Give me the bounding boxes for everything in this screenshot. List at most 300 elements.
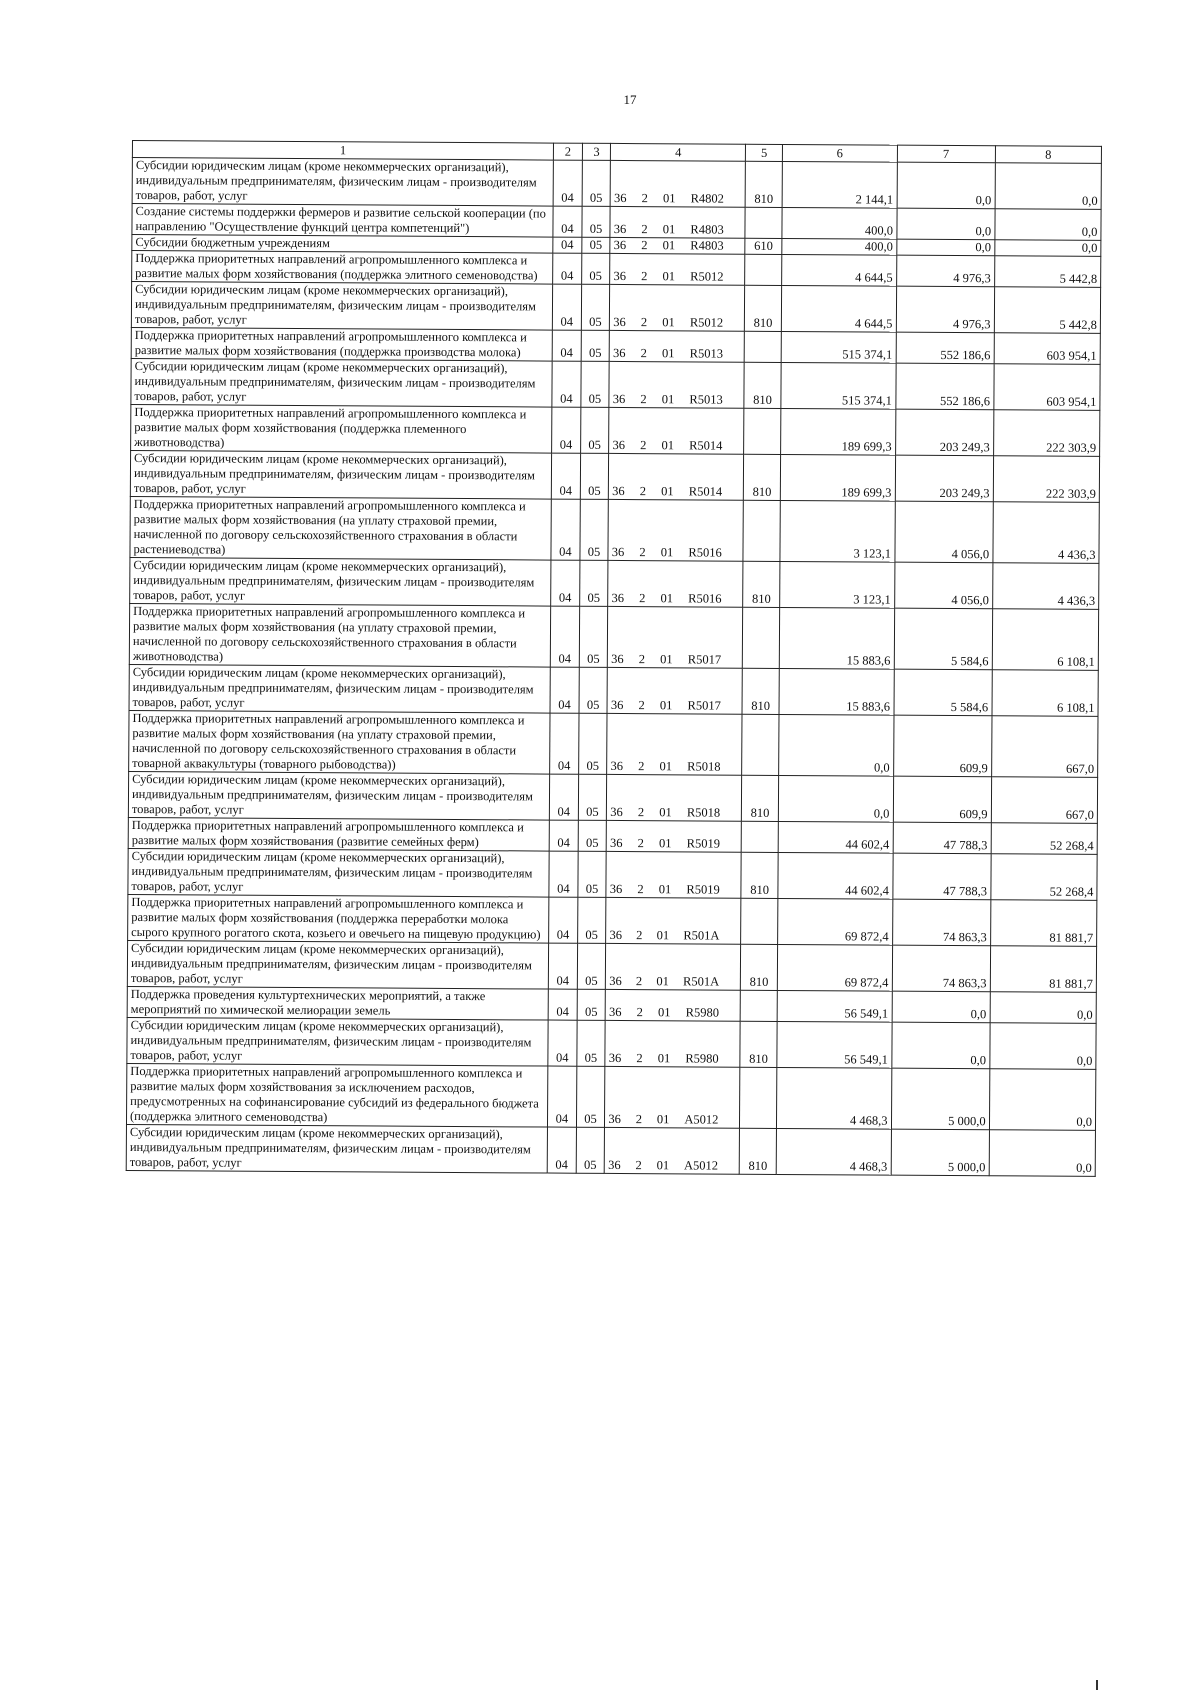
target-article-parts <box>613 315 723 331</box>
section-code: 04 <box>553 206 582 237</box>
amount-col6: 4 644,5 <box>782 254 897 286</box>
amount-col7: 552 186,6 <box>896 332 994 364</box>
amount-col7: 5 000,0 <box>891 1068 989 1130</box>
target-article-parts <box>610 805 720 821</box>
amount-col7: 74 863,3 <box>892 899 990 946</box>
row-description: Поддержка приоритетных направлений агропромышленного комплекса и развитие малых форм хозяйствования (на уплату страховой премии, начисленной по договору сельскохозяйственного страхования в области животноводства) <box>129 603 550 667</box>
target-article-part: 36 <box>608 1157 621 1173</box>
target-article-parts <box>609 1051 719 1067</box>
target-article-code <box>609 407 744 454</box>
amount-col7: 0,0 <box>896 239 994 256</box>
subsection-code: 05 <box>577 897 606 943</box>
amount-col6: 515 374,1 <box>781 331 896 363</box>
amount-col6: 3 123,1 <box>780 561 895 608</box>
subsection-code: 05 <box>576 1066 605 1127</box>
table-row <box>129 710 1098 777</box>
target-article-part: 01 <box>662 191 676 206</box>
target-article-part: R5014 <box>689 438 723 453</box>
target-article-part: 2 <box>637 836 644 851</box>
amount-col6: 44 602,4 <box>778 852 893 899</box>
target-article-code <box>609 361 744 408</box>
target-article-parts <box>612 484 722 500</box>
target-article-part: 2 <box>635 1158 642 1173</box>
target-article-code <box>608 499 743 561</box>
target-article-part: R5013 <box>689 346 724 361</box>
table-row <box>126 1063 1095 1130</box>
target-article-part: 2 <box>637 882 644 897</box>
target-article-part: 2 <box>636 928 643 943</box>
target-article-part: 36 <box>613 268 627 284</box>
section-code: 04 <box>549 851 578 897</box>
target-article-part: R4802 <box>690 191 725 206</box>
section-code: 04 <box>551 453 580 499</box>
page-number: 17 <box>623 92 637 107</box>
target-article-part: 36 <box>610 835 623 851</box>
row-description: Поддержка приоритетных направлений агропромышленного комплекса и развитие малых форм хозяйствования (поддержка переработки молока сырого крупного рогатого скота, козьего и овечьего на пищевую продукцию) <box>128 894 549 943</box>
row-description: Субсидии юридическим лицам (кроме некоммерческих организаций), индивидуальным предпринимателям, физическим лицам - производителям товаров, работ, услуг <box>127 940 548 989</box>
target-article-part: A5012 <box>684 1112 719 1127</box>
section-code: 04 <box>549 774 578 820</box>
target-article-code <box>610 237 745 254</box>
amount-col6: 0,0 <box>778 775 893 822</box>
amount-col7: 203 249,3 <box>895 409 993 456</box>
table-row <box>129 603 1098 670</box>
table-row <box>129 664 1098 716</box>
target-article-part: R4803 <box>690 238 724 253</box>
row-description: Поддержка приоритетных направлений агропромышленного комплекса и развитие малых форм хозяйствования (развитие семейных ферм) <box>128 817 549 851</box>
subsection-code: 05 <box>581 361 610 407</box>
amount-col8: 0,0 <box>989 1023 1096 1070</box>
expense-type-code: 810 <box>741 944 778 990</box>
subsection-code: 05 <box>578 774 607 820</box>
section-code: 04 <box>552 407 581 453</box>
target-article-part: 36 <box>609 927 623 943</box>
table-row <box>127 940 1096 992</box>
target-article-part: 2 <box>641 191 648 206</box>
target-article-code <box>606 851 741 898</box>
table-row <box>127 1017 1096 1069</box>
target-article-code <box>610 206 745 238</box>
target-article-code <box>606 943 741 990</box>
subsection-code: 05 <box>580 499 609 560</box>
amount-col8: 0,0 <box>995 163 1102 210</box>
target-article-part: 01 <box>656 1158 670 1173</box>
target-article-part: 2 <box>635 1112 643 1127</box>
amount-col8: 5 442,8 <box>994 256 1101 288</box>
scan-mark <box>1096 1680 1098 1690</box>
amount-col6: 0,0 <box>779 714 894 776</box>
table-row <box>131 358 1100 410</box>
expense-type-code: 810 <box>745 161 782 207</box>
table-row <box>131 404 1100 456</box>
amount-col8: 81 881,7 <box>990 900 1097 947</box>
section-code: 04 <box>548 1020 577 1066</box>
target-article-part: 2 <box>641 269 648 284</box>
target-article-parts <box>609 928 719 944</box>
column-header: 2 <box>554 143 583 160</box>
subsection-code: 05 <box>577 989 606 1020</box>
amount-col6: 400,0 <box>782 238 897 255</box>
amount-col8: 6 108,1 <box>992 609 1099 671</box>
expense-type-code: 810 <box>739 1128 776 1174</box>
target-article-part: 36 <box>611 651 624 667</box>
amount-col8: 0,0 <box>989 1069 1096 1131</box>
target-article-part: 2 <box>636 1051 643 1066</box>
target-article-part: 01 <box>656 928 670 943</box>
target-article-part: R5012 <box>690 269 724 284</box>
target-article-part: 01 <box>659 836 672 851</box>
subsection-code: 05 <box>579 606 608 667</box>
row-description: Субсидии юридическим лицам (кроме некоммерческих организаций), индивидуальным предпринимателям, физическим лицам - производителям товаров, работ, услуг <box>131 358 552 407</box>
section-code: 04 <box>552 284 581 330</box>
section-code: 04 <box>549 897 578 943</box>
amount-col7: 609,9 <box>893 776 991 823</box>
amount-col6: 4 644,5 <box>781 285 896 332</box>
section-code: 04 <box>550 667 579 713</box>
table-row <box>130 450 1099 502</box>
table-row <box>132 251 1101 288</box>
expense-type-code <box>742 714 779 775</box>
amount-col6: 4 468,3 <box>777 1067 892 1129</box>
target-article-code <box>610 284 745 331</box>
amount-col8: 52 268,4 <box>991 823 1098 855</box>
target-article-part: R5016 <box>688 545 722 560</box>
target-article-code <box>609 453 744 500</box>
target-article-part: R5013 <box>689 392 723 407</box>
target-article-part: 36 <box>610 697 624 713</box>
target-article-part: 2 <box>638 698 645 713</box>
amount-col7: 5 584,6 <box>894 669 992 716</box>
amount-col7: 4 976,3 <box>896 286 994 333</box>
target-article-part: 2 <box>636 1005 643 1020</box>
expense-type-code <box>745 207 782 238</box>
amount-col8: 667,0 <box>991 777 1098 824</box>
table-row <box>130 496 1099 563</box>
target-article-parts <box>613 392 723 408</box>
row-description: Субсидии юридическим лицам (кроме некоммерческих организаций), индивидуальным предпринимателям, физическим лицам - производителям товаров, работ, услуг <box>128 771 549 820</box>
amount-col8: 222 303,9 <box>993 410 1100 457</box>
target-article-part: 36 <box>610 804 623 820</box>
amount-col6: 515 374,1 <box>781 362 896 409</box>
target-article-code <box>610 330 745 362</box>
target-article-part: 2 <box>640 315 648 330</box>
expense-type-code <box>741 898 778 944</box>
target-article-part: 36 <box>613 314 626 330</box>
target-article-part: 01 <box>657 1005 671 1020</box>
row-description: Поддержка приоритетных направлений агропромышленного комплекса и развитие малых форм хозяйствования за исключением расходов, предусмотренных на софинансирование субсидий из федерального бюджета (поддержка элитного семеноводства) <box>126 1063 547 1127</box>
target-article-part: 01 <box>662 315 675 330</box>
target-article-code <box>610 160 745 207</box>
target-article-parts <box>612 545 722 561</box>
target-article-code <box>608 606 743 668</box>
target-article-parts <box>611 652 721 668</box>
subsection-code: 05 <box>581 284 610 330</box>
target-article-part: 36 <box>608 1050 622 1066</box>
expense-type-code: 810 <box>744 454 781 500</box>
target-article-parts <box>609 1005 719 1021</box>
table-row <box>127 986 1096 1023</box>
table-row <box>132 158 1101 210</box>
target-article-part: 01 <box>660 545 674 560</box>
target-article-part: 36 <box>610 758 624 774</box>
amount-col7: 203 249,3 <box>895 455 993 502</box>
subsection-code: 05 <box>578 713 607 774</box>
target-article-part: R5017 <box>687 652 722 667</box>
row-description: Субсидии юридическим лицам (кроме некоммерческих организаций), индивидуальным предпринимателям, физическим лицам - производителям товаров, работ, услуг <box>132 158 553 207</box>
target-article-code <box>607 774 742 821</box>
row-description: Субсидии юридическим лицам (кроме некоммерческих организаций), индивидуальным предпринимателям, физическим лицам - производителям товаров, работ, услуг <box>130 557 551 606</box>
row-description: Субсидии юридическим лицам (кроме некоммерческих организаций), индивидуальным предпринимателям, физическим лицам - производителям товаров, работ, услуг <box>129 664 550 713</box>
amount-col6: 69 872,4 <box>777 944 892 991</box>
amount-col8: 81 881,7 <box>990 946 1097 993</box>
amount-col7: 47 788,3 <box>892 853 990 900</box>
target-article-part: 01 <box>662 269 676 284</box>
row-description: Субсидии юридическим лицам (кроме некоммерческих организаций), индивидуальным предпринимателям, физическим лицам - производителям товаров, работ, услуг <box>128 848 549 897</box>
expense-type-code: 810 <box>741 852 778 898</box>
amount-col6: 15 883,6 <box>779 607 894 669</box>
expense-type-code: 810 <box>744 362 781 408</box>
target-article-part: R5016 <box>688 591 722 606</box>
subsection-code: 05 <box>582 206 611 237</box>
target-article-part: 36 <box>609 973 622 989</box>
target-article-part: R5017 <box>687 698 721 713</box>
row-description: Поддержка проведения культуртехнических мероприятий, а также мероприятий по химической мелиорации земель <box>127 986 548 1020</box>
subsection-code: 05 <box>576 1127 605 1173</box>
expense-type-code: 810 <box>742 775 779 821</box>
target-article-parts <box>608 1112 718 1128</box>
amount-col7: 4 056,0 <box>894 562 992 609</box>
amount-col8: 4 436,3 <box>993 502 1100 564</box>
section-code: 04 <box>548 1066 577 1127</box>
target-article-part: 36 <box>613 190 627 206</box>
amount-col6: 189 699,3 <box>780 454 895 501</box>
amount-col6: 400,0 <box>782 207 897 239</box>
target-article-part: 36 <box>612 391 626 407</box>
subsection-code: 05 <box>579 667 608 713</box>
subsection-code: 05 <box>580 453 609 499</box>
row-description: Субсидии юридическим лицам (кроме некоммерческих организаций), индивидуальным предпринимателям, физическим лицам - производителям товаров, работ, услуг <box>126 1124 547 1173</box>
amount-col7: 0,0 <box>896 208 994 240</box>
amount-col8: 52 268,4 <box>991 854 1098 901</box>
target-article-code <box>605 989 740 1021</box>
column-header: 6 <box>782 144 897 162</box>
column-header: 7 <box>897 145 995 163</box>
column-header: 4 <box>611 143 746 161</box>
amount-col8: 222 303,9 <box>993 456 1100 503</box>
expense-type-code: 610 <box>745 238 782 254</box>
target-article-parts <box>614 191 724 207</box>
target-article-part: 36 <box>608 1004 622 1020</box>
section-code: 04 <box>548 989 577 1020</box>
target-article-part: 36 <box>608 1111 621 1127</box>
amount-col8: 6 108,1 <box>992 670 1099 717</box>
expense-type-code <box>740 1067 777 1128</box>
target-article-parts <box>610 882 720 898</box>
section-code: 04 <box>550 713 579 774</box>
section-code: 04 <box>553 253 582 284</box>
subsection-code: 05 <box>577 943 606 989</box>
target-article-part: R5019 <box>686 836 721 851</box>
target-article-parts <box>613 269 723 285</box>
target-article-part: 01 <box>660 652 673 667</box>
amount-col7: 552 186,6 <box>895 363 993 410</box>
target-article-code <box>605 1020 740 1067</box>
subsection-code: 05 <box>582 160 611 206</box>
amount-col8: 4 436,3 <box>992 563 1099 610</box>
amount-col6: 3 123,1 <box>780 500 895 562</box>
section-code: 04 <box>553 160 582 206</box>
table-row <box>131 327 1100 364</box>
column-header: 1 <box>132 141 553 161</box>
target-article-part: 2 <box>641 238 648 253</box>
table-row <box>128 817 1097 854</box>
target-article-part: 01 <box>658 882 672 897</box>
subsection-code: 05 <box>580 407 609 453</box>
target-article-part: R5980 <box>685 1005 720 1020</box>
target-article-part: 36 <box>613 237 627 253</box>
target-article-part: 2 <box>639 484 647 499</box>
amount-col7: 74 863,3 <box>892 945 990 992</box>
row-description: Субсидии юридическим лицам (кроме некоммерческих организаций), индивидуальным предпринимателям, физическим лицам - производителям товаров, работ, услуг <box>131 282 552 331</box>
amount-col8: 603 954,1 <box>994 333 1101 365</box>
amount-col6: 4 468,3 <box>776 1128 891 1175</box>
target-article-part: 36 <box>612 437 626 453</box>
target-article-part: R4803 <box>690 222 724 237</box>
target-article-code <box>605 1066 740 1128</box>
target-article-part: 2 <box>640 438 647 453</box>
row-description: Субсидии бюджетным учреждениям <box>132 235 553 254</box>
target-article-part: 01 <box>661 484 674 499</box>
amount-col7: 47 788,3 <box>893 822 991 854</box>
amount-col8: 0,0 <box>995 209 1102 241</box>
target-article-part: R501A <box>683 974 720 989</box>
expense-type-code: 810 <box>742 668 779 714</box>
target-article-part: R5019 <box>686 882 720 897</box>
section-code: 04 <box>551 560 580 606</box>
target-article-part: R5018 <box>686 805 721 820</box>
expense-type-code: 810 <box>745 285 782 331</box>
amount-col6: 56 549,1 <box>777 990 892 1022</box>
target-article-part: 01 <box>656 1112 670 1127</box>
target-article-parts <box>608 1158 718 1174</box>
target-article-part: 01 <box>661 392 675 407</box>
target-article-part: 01 <box>659 759 673 774</box>
target-article-part: R5980 <box>685 1051 719 1066</box>
amount-col7: 0,0 <box>892 991 990 1023</box>
row-description: Поддержка приоритетных направлений агропромышленного комплекса и развитие малых форм хозяйствования (поддержка производства молока) <box>131 327 552 361</box>
target-article-parts <box>610 759 720 775</box>
expense-type-code <box>744 331 781 362</box>
expense-type-code <box>743 607 780 668</box>
target-article-part: 01 <box>662 238 676 253</box>
table-row <box>130 557 1099 609</box>
amount-col7: 0,0 <box>897 162 995 209</box>
table-row <box>128 848 1097 900</box>
target-article-parts <box>614 238 724 254</box>
expense-type-code: 810 <box>743 561 780 607</box>
row-description: Поддержка приоритетных направлений агропромышленного комплекса и развитие малых форм хозяйствования (на уплату страховой премии, начисленной по договору сельскохозяйственного страхования в области растениеводства) <box>130 496 551 560</box>
target-article-part: 2 <box>637 805 645 820</box>
target-article-part: 2 <box>640 346 647 361</box>
subsection-code: 05 <box>578 851 607 897</box>
amount-col8: 0,0 <box>989 1130 1096 1177</box>
target-article-part: 01 <box>656 974 669 989</box>
section-code: 04 <box>551 499 580 560</box>
section-code: 04 <box>547 1127 576 1173</box>
row-description: Субсидии юридическим лицам (кроме некоммерческих организаций), индивидуальным предпринимателям, физическим лицам - производителям товаров, работ, услуг <box>127 1017 548 1066</box>
amount-col8: 5 442,8 <box>994 287 1101 334</box>
target-article-parts <box>614 222 724 238</box>
expense-type-code: 810 <box>740 1021 777 1067</box>
amount-col7: 609,9 <box>893 715 991 777</box>
target-article-parts <box>613 346 723 362</box>
target-article-part: R5018 <box>687 759 721 774</box>
target-article-part: 01 <box>661 438 675 453</box>
amount-col6: 2 144,1 <box>782 161 897 208</box>
target-article-part: A5012 <box>684 1158 719 1173</box>
section-code: 04 <box>548 943 577 989</box>
amount-col7: 5 000,0 <box>891 1129 989 1176</box>
table-row <box>131 282 1100 334</box>
amount-col8: 0,0 <box>990 992 1097 1024</box>
amount-col8: 603 954,1 <box>994 364 1101 411</box>
target-article-part: 01 <box>659 805 672 820</box>
column-header: 8 <box>995 146 1101 164</box>
amount-col7: 5 584,6 <box>894 608 992 670</box>
expense-type-code <box>744 408 781 454</box>
amount-col6: 15 883,6 <box>779 668 894 715</box>
expense-type-code <box>741 821 778 852</box>
table-row <box>126 1124 1095 1176</box>
table-row <box>132 204 1101 241</box>
amount-col8: 0,0 <box>994 240 1100 257</box>
expense-type-code <box>745 254 782 285</box>
row-description: Поддержка приоритетных направлений агропромышленного комплекса и развитие малых форм хозяйствования (поддержка племенного животноводства) <box>131 404 552 453</box>
target-article-code <box>607 820 742 852</box>
target-article-code <box>605 1127 740 1174</box>
subsection-code: 05 <box>579 560 608 606</box>
section-code: 04 <box>549 820 578 851</box>
column-header: 5 <box>746 144 783 161</box>
column-header: 3 <box>582 143 611 160</box>
subsection-code: 05 <box>581 253 610 284</box>
target-article-part: 2 <box>639 591 646 606</box>
target-article-part: 01 <box>657 1051 671 1066</box>
target-article-part: 01 <box>662 346 675 361</box>
target-article-part: 36 <box>611 590 625 606</box>
target-article-part: 36 <box>611 544 625 560</box>
subsection-code: 05 <box>582 237 611 253</box>
row-description: Поддержка приоритетных направлений агропромышленного комплекса и развитие малых форм хозяйствования (поддержка элитного семеноводства) <box>132 251 553 285</box>
subsection-code: 05 <box>578 820 607 851</box>
target-article-part: 2 <box>639 545 646 560</box>
target-article-part: 36 <box>613 345 626 361</box>
target-article-parts <box>612 591 722 607</box>
amount-col8: 667,0 <box>991 716 1098 778</box>
target-article-part: 01 <box>662 222 676 237</box>
table-row <box>128 771 1097 823</box>
target-article-part: R5014 <box>688 484 723 499</box>
target-article-code <box>608 560 743 607</box>
section-code: 04 <box>552 361 581 407</box>
target-article-part: 01 <box>660 591 674 606</box>
row-description: Создание системы поддержки фермеров и развитие сельской кооперации (по направлению "Осуществление функций центра компетенций") <box>132 204 553 238</box>
row-description: Субсидии юридическим лицам (кроме некоммерческих организаций), индивидуальным предпринимателям, физическим лицам - производителям товаров, работ, услуг <box>130 450 551 499</box>
target-article-code <box>610 253 745 285</box>
target-article-code <box>607 713 742 775</box>
amount-col6: 56 549,1 <box>777 1021 892 1068</box>
amount-col6: 69 872,4 <box>778 898 893 945</box>
